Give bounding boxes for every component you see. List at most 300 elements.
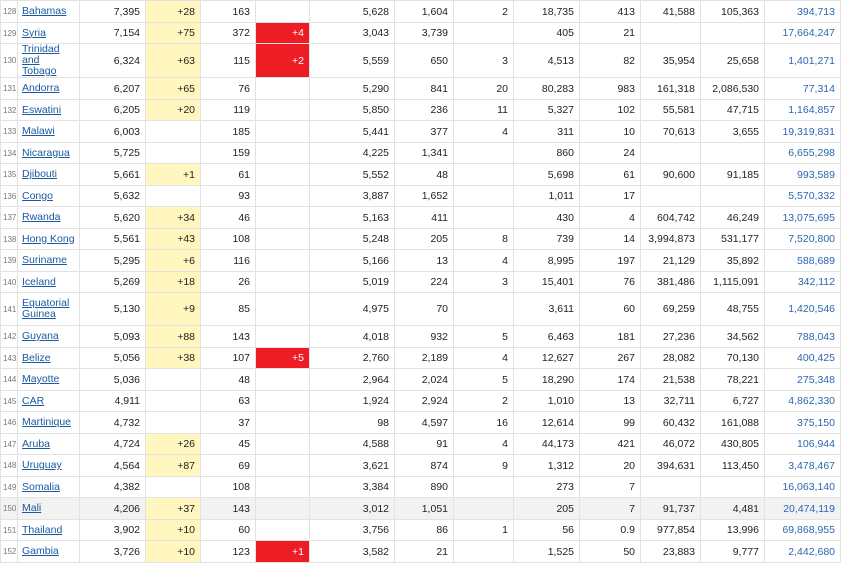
total-deaths-value: 143	[232, 330, 250, 343]
total-deaths-value: 143	[232, 502, 250, 515]
tests-per-million-cell	[701, 44, 765, 78]
rank-cell	[1, 412, 18, 434]
tests-per-million-value: 2,086,530	[712, 82, 759, 95]
total-cases-value: 5,093	[113, 330, 140, 343]
total-recovered-cell	[310, 541, 395, 563]
total-tests-cell	[641, 78, 701, 100]
tests-per-million-value: 47,715	[726, 104, 759, 116]
cases-per-million-value: 3,611	[548, 303, 574, 315]
deaths-per-million-value: 60	[623, 303, 635, 315]
new-deaths-cell	[256, 412, 310, 434]
deaths-per-million-cell	[580, 434, 641, 455]
total-recovered-cell	[310, 1, 395, 23]
rank-value: 136	[3, 191, 17, 201]
total-deaths-cell	[201, 143, 256, 164]
new-cases-cell	[146, 23, 201, 44]
tests-per-million-value: 1,115,091	[713, 276, 759, 288]
total-tests-cell	[641, 455, 701, 477]
total-cases-value: 6,205	[113, 104, 140, 116]
deaths-per-million-value: 0.9	[620, 524, 635, 536]
country-link[interactable]: Andorra	[22, 82, 60, 94]
table-row	[1, 23, 841, 44]
population-cell	[765, 477, 841, 498]
total-recovered-value: 2,760	[362, 352, 389, 364]
country-cell	[18, 369, 80, 391]
population-cell	[765, 250, 841, 272]
country-cell	[18, 250, 80, 272]
new-cases-cell	[146, 520, 201, 541]
country-cell	[18, 455, 80, 477]
new-cases-value: +87	[177, 459, 195, 472]
rank-cell	[1, 229, 18, 250]
cases-per-million-cell	[514, 100, 580, 121]
tests-per-million-cell	[701, 326, 765, 348]
table-row	[1, 520, 841, 541]
country-link[interactable]: Suriname	[22, 254, 67, 266]
new-cases-value: +43	[177, 233, 195, 245]
cases-per-million-value: 1,010	[547, 395, 574, 407]
table-row	[1, 229, 841, 250]
table-row	[1, 1, 841, 23]
new-deaths-cell	[256, 348, 310, 369]
cases-per-million-cell	[514, 44, 580, 78]
deaths-per-million-value: 24	[623, 147, 635, 159]
rank-cell	[1, 498, 18, 520]
new-cases-value: +88	[177, 330, 195, 343]
total-cases-value: 5,056	[113, 352, 140, 364]
total-deaths-cell	[201, 23, 256, 44]
total-recovered-cell	[310, 477, 395, 498]
serious-critical-cell	[454, 391, 514, 412]
rank-value: 135	[3, 170, 17, 179]
active-cases-value: 21	[436, 545, 448, 558]
new-cases-value: +10	[177, 545, 195, 558]
total-tests-cell	[641, 250, 701, 272]
population-cell	[765, 78, 841, 100]
rank-value: 150	[3, 504, 17, 513]
total-tests-cell	[641, 207, 701, 229]
total-deaths-value: 45	[238, 438, 250, 450]
rank-cell	[1, 391, 18, 412]
country-cell	[18, 23, 80, 44]
deaths-per-million-cell	[580, 455, 641, 477]
serious-critical-cell	[454, 100, 514, 121]
population-value: 788,043	[797, 330, 835, 343]
active-cases-cell	[395, 44, 454, 78]
tests-per-million-value: 4,481	[732, 502, 759, 515]
total-deaths-cell	[201, 412, 256, 434]
country-link[interactable]: Djibouti	[22, 168, 58, 180]
population-value: 3,478,467	[788, 459, 835, 472]
rank-value: 132	[3, 105, 17, 115]
total-cases-value: 7,154	[113, 27, 140, 39]
tests-per-million-cell	[701, 186, 765, 207]
country-link[interactable]: Rwanda	[22, 211, 61, 223]
cases-per-million-cell	[514, 23, 580, 44]
total-recovered-cell	[310, 100, 395, 121]
rank-value: 142	[3, 332, 17, 341]
deaths-per-million-value: 421	[617, 438, 635, 450]
active-cases-value: 91	[436, 438, 448, 450]
tests-per-million-cell	[701, 498, 765, 520]
total-tests-cell	[641, 348, 701, 369]
tests-per-million-cell	[701, 23, 765, 44]
country-link[interactable]: Trinidad and Tobago	[22, 43, 60, 77]
tests-per-million-value: 48,755	[726, 303, 759, 315]
active-cases-value: 1,051	[421, 502, 448, 515]
tests-per-million-value: 113,450	[721, 459, 759, 472]
deaths-per-million-value: 7	[629, 502, 635, 515]
active-cases-value: 1,604	[421, 5, 448, 18]
total-cases-value: 5,661	[113, 168, 140, 181]
total-cases-value: 5,130	[113, 303, 140, 315]
total-recovered-value: 5,163	[362, 211, 389, 224]
active-cases-value: 4,597	[421, 416, 448, 429]
rank-value: 133	[3, 127, 17, 136]
active-cases-cell	[395, 207, 454, 229]
total-recovered-cell	[310, 186, 395, 207]
total-tests-value: 977,854	[657, 524, 695, 536]
new-deaths-cell	[256, 186, 310, 207]
serious-critical-value: 5	[502, 330, 508, 343]
country-link[interactable]: Bahamas	[22, 5, 67, 17]
rank-value: 139	[3, 256, 17, 265]
new-deaths-cell	[256, 293, 310, 326]
total-recovered-value: 3,887	[362, 190, 389, 202]
population-cell	[765, 391, 841, 412]
total-cases-cell	[80, 348, 146, 369]
serious-critical-value: 5	[502, 373, 508, 386]
tests-per-million-value: 35,892	[726, 254, 759, 267]
total-deaths-value: 85	[238, 303, 250, 315]
total-deaths-value: 119	[233, 104, 250, 116]
cases-per-million-cell	[514, 391, 580, 412]
country-cell	[18, 272, 80, 293]
total-deaths-value: 123	[232, 545, 250, 558]
total-deaths-value: 69	[238, 459, 250, 472]
tests-per-million-cell	[701, 143, 765, 164]
cases-per-million-value: 44,173	[541, 438, 574, 450]
total-recovered-value: 4,975	[362, 303, 389, 315]
country-cell	[18, 434, 80, 455]
country-link[interactable]: Uruguay	[22, 459, 62, 471]
serious-critical-cell	[454, 434, 514, 455]
serious-critical-value: 1	[502, 524, 508, 536]
total-tests-value: 28,082	[662, 352, 695, 364]
population-value: 6,655,298	[788, 147, 835, 159]
total-recovered-value: 5,628	[362, 5, 389, 18]
rank-cell	[1, 1, 18, 23]
total-recovered-value: 5,850	[362, 104, 389, 116]
total-cases-value: 5,036	[113, 373, 140, 386]
total-cases-value: 6,003	[113, 125, 140, 138]
total-deaths-value: 48	[238, 373, 250, 386]
country-cell	[18, 1, 80, 23]
total-cases-cell	[80, 541, 146, 563]
country-link[interactable]: Thailand	[22, 523, 63, 536]
population-value: 17,664,247	[782, 27, 835, 39]
total-deaths-cell	[201, 44, 256, 78]
total-tests-cell	[641, 498, 701, 520]
serious-critical-cell	[454, 44, 514, 78]
country-cell	[18, 348, 80, 369]
country-link[interactable]: Guyana	[22, 330, 59, 342]
table-row	[1, 326, 841, 348]
active-cases-cell	[395, 326, 454, 348]
country-link[interactable]: Malawi	[22, 125, 55, 137]
active-cases-cell	[395, 186, 454, 207]
total-tests-value: 381,486	[657, 276, 695, 288]
new-deaths-cell	[256, 23, 310, 44]
new-cases-value: +63	[177, 54, 195, 67]
total-recovered-cell	[310, 348, 395, 369]
total-deaths-cell	[201, 434, 256, 455]
cases-per-million-value: 80,283	[541, 82, 574, 95]
new-cases-cell	[146, 434, 201, 455]
rank-cell	[1, 100, 18, 121]
active-cases-value: 377	[430, 125, 448, 138]
total-recovered-cell	[310, 23, 395, 44]
new-cases-cell	[146, 186, 201, 207]
country-cell	[18, 391, 80, 412]
new-cases-value: +18	[177, 276, 195, 288]
new-cases-value: +75	[177, 27, 195, 39]
tests-per-million-value: 91,185	[726, 168, 759, 181]
new-cases-cell	[146, 78, 201, 100]
rank-value: 143	[3, 353, 17, 363]
serious-critical-value: 4	[502, 438, 508, 450]
new-cases-cell	[146, 455, 201, 477]
country-link[interactable]: Equatorial Guinea	[22, 297, 70, 320]
total-tests-cell	[641, 23, 701, 44]
total-cases-value: 3,726	[113, 545, 140, 558]
new-deaths-cell	[256, 498, 310, 520]
rank-value: 131	[3, 84, 17, 93]
cases-per-million-cell	[514, 250, 580, 272]
total-tests-value: 21,538	[662, 373, 695, 386]
country-cell	[18, 326, 80, 348]
deaths-per-million-value: 181	[617, 330, 635, 343]
tests-per-million-cell	[701, 250, 765, 272]
tests-per-million-value: 430,805	[721, 438, 759, 450]
total-tests-value: 161,318	[657, 82, 695, 95]
new-deaths-cell	[256, 477, 310, 498]
population-cell	[765, 23, 841, 44]
country-link[interactable]: Mayotte	[22, 373, 60, 385]
total-recovered-value: 3,582	[362, 545, 389, 558]
serious-critical-cell	[454, 143, 514, 164]
tests-per-million-cell	[701, 391, 765, 412]
table-row	[1, 434, 841, 455]
total-cases-cell	[80, 272, 146, 293]
active-cases-cell	[395, 229, 454, 250]
active-cases-cell	[395, 100, 454, 121]
country-link[interactable]: Gambia	[22, 545, 59, 557]
deaths-per-million-value: 10	[623, 125, 635, 138]
active-cases-cell	[395, 164, 454, 186]
serious-critical-cell	[454, 477, 514, 498]
new-deaths-cell	[256, 541, 310, 563]
country-link[interactable]: Iceland	[22, 275, 56, 288]
tests-per-million-cell	[701, 455, 765, 477]
rank-cell	[1, 23, 18, 44]
cases-per-million-cell	[514, 1, 580, 23]
deaths-per-million-cell	[580, 78, 641, 100]
country-cell	[18, 229, 80, 250]
total-tests-cell	[641, 477, 701, 498]
total-cases-cell	[80, 44, 146, 78]
cases-per-million-value: 311	[557, 125, 574, 138]
rank-value: 151	[3, 525, 17, 535]
new-deaths-cell	[256, 164, 310, 186]
total-cases-cell	[80, 121, 146, 143]
population-value: 400,425	[797, 352, 835, 364]
tests-per-million-cell	[701, 78, 765, 100]
cases-per-million-value: 273	[556, 481, 574, 493]
total-recovered-value: 5,019	[362, 276, 389, 288]
total-tests-value: 90,600	[662, 168, 695, 181]
country-link[interactable]: Mali	[22, 502, 42, 514]
serious-critical-cell	[454, 455, 514, 477]
population-cell	[765, 121, 841, 143]
total-tests-cell	[641, 391, 701, 412]
new-cases-cell	[146, 164, 201, 186]
cases-per-million-cell	[514, 455, 580, 477]
total-deaths-value: 108	[232, 481, 250, 493]
deaths-per-million-cell	[580, 391, 641, 412]
active-cases-value: 224	[430, 276, 448, 288]
table-row	[1, 391, 841, 412]
cases-per-million-value: 860	[556, 147, 574, 159]
cases-per-million-value: 18,290	[541, 373, 574, 386]
total-tests-cell	[641, 164, 701, 186]
rank-cell	[1, 434, 18, 455]
cases-per-million-cell	[514, 207, 580, 229]
cases-per-million-value: 12,614	[541, 416, 574, 429]
new-cases-value: +38	[177, 352, 195, 364]
new-cases-value: +65	[177, 82, 195, 95]
country-link[interactable]: Nicaragua	[22, 146, 70, 159]
country-link[interactable]: Martinique	[22, 416, 72, 428]
total-tests-value: 35,954	[662, 54, 695, 67]
total-deaths-cell	[201, 207, 256, 229]
tests-per-million-cell	[701, 229, 765, 250]
new-deaths-cell	[256, 143, 310, 164]
table-row	[1, 455, 841, 477]
rank-cell	[1, 143, 18, 164]
total-recovered-cell	[310, 391, 395, 412]
serious-critical-cell	[454, 186, 514, 207]
country-link[interactable]: Eswatini	[22, 103, 62, 116]
total-deaths-value: 76	[238, 82, 250, 95]
new-deaths-cell	[256, 121, 310, 143]
total-deaths-cell	[201, 391, 256, 412]
total-recovered-value: 3,012	[362, 502, 389, 515]
total-tests-cell	[641, 143, 701, 164]
total-recovered-cell	[310, 326, 395, 348]
total-deaths-value: 61	[238, 168, 250, 181]
population-cell	[765, 100, 841, 121]
country-link[interactable]: Belize	[22, 351, 51, 364]
serious-critical-value: 4	[502, 254, 508, 267]
new-deaths-value: +5	[292, 352, 304, 364]
tests-per-million-cell	[701, 520, 765, 541]
country-cell	[18, 412, 80, 434]
serious-critical-cell	[454, 520, 514, 541]
new-deaths-value: +1	[292, 545, 304, 558]
total-recovered-cell	[310, 44, 395, 78]
total-tests-cell	[641, 1, 701, 23]
new-cases-cell	[146, 412, 201, 434]
country-cell	[18, 44, 80, 78]
population-cell	[765, 498, 841, 520]
total-cases-cell	[80, 498, 146, 520]
total-deaths-cell	[201, 520, 256, 541]
rank-cell	[1, 520, 18, 541]
serious-critical-cell	[454, 207, 514, 229]
total-recovered-value: 5,559	[362, 54, 389, 67]
table-row	[1, 477, 841, 498]
total-tests-cell	[641, 229, 701, 250]
country-link[interactable]: Syria	[22, 26, 46, 39]
tests-per-million-value: 161,088	[721, 416, 759, 429]
country-cell	[18, 121, 80, 143]
country-link[interactable]: Somalia	[22, 480, 60, 493]
cases-per-million-cell	[514, 143, 580, 164]
deaths-per-million-value: 13	[623, 395, 635, 407]
total-cases-cell	[80, 229, 146, 250]
country-link[interactable]: Hong Kong	[22, 232, 75, 245]
tests-per-million-cell	[701, 1, 765, 23]
new-deaths-cell	[256, 229, 310, 250]
total-tests-cell	[641, 100, 701, 121]
new-cases-cell	[146, 229, 201, 250]
tests-per-million-cell	[701, 293, 765, 326]
population-cell	[765, 348, 841, 369]
total-cases-value: 4,206	[113, 502, 140, 515]
country-link[interactable]: Congo	[22, 189, 53, 202]
country-cell	[18, 207, 80, 229]
table-row	[1, 272, 841, 293]
deaths-per-million-cell	[580, 293, 641, 326]
population-cell	[765, 293, 841, 326]
total-deaths-cell	[201, 186, 256, 207]
serious-critical-cell	[454, 326, 514, 348]
total-deaths-cell	[201, 293, 256, 326]
active-cases-value: 70	[436, 303, 448, 315]
new-cases-value: +1	[183, 168, 195, 181]
population-value: 588,689	[797, 254, 835, 267]
total-tests-value: 21,129	[662, 254, 695, 267]
total-cases-value: 5,561	[113, 233, 140, 245]
new-cases-value: +6	[183, 254, 195, 267]
total-tests-cell	[641, 44, 701, 78]
total-recovered-cell	[310, 121, 395, 143]
population-value: 77,314	[802, 82, 835, 95]
country-link[interactable]: CAR	[22, 394, 45, 407]
tests-per-million-value: 531,177	[721, 233, 759, 245]
total-deaths-cell	[201, 121, 256, 143]
population-value: 1,164,857	[788, 104, 835, 116]
population-cell	[765, 44, 841, 78]
total-cases-value: 5,632	[113, 190, 140, 202]
total-recovered-value: 3,621	[362, 459, 389, 472]
total-cases-cell	[80, 100, 146, 121]
country-link[interactable]: Aruba	[22, 437, 51, 450]
cases-per-million-value: 6,463	[547, 330, 574, 343]
active-cases-cell	[395, 412, 454, 434]
active-cases-cell	[395, 434, 454, 455]
